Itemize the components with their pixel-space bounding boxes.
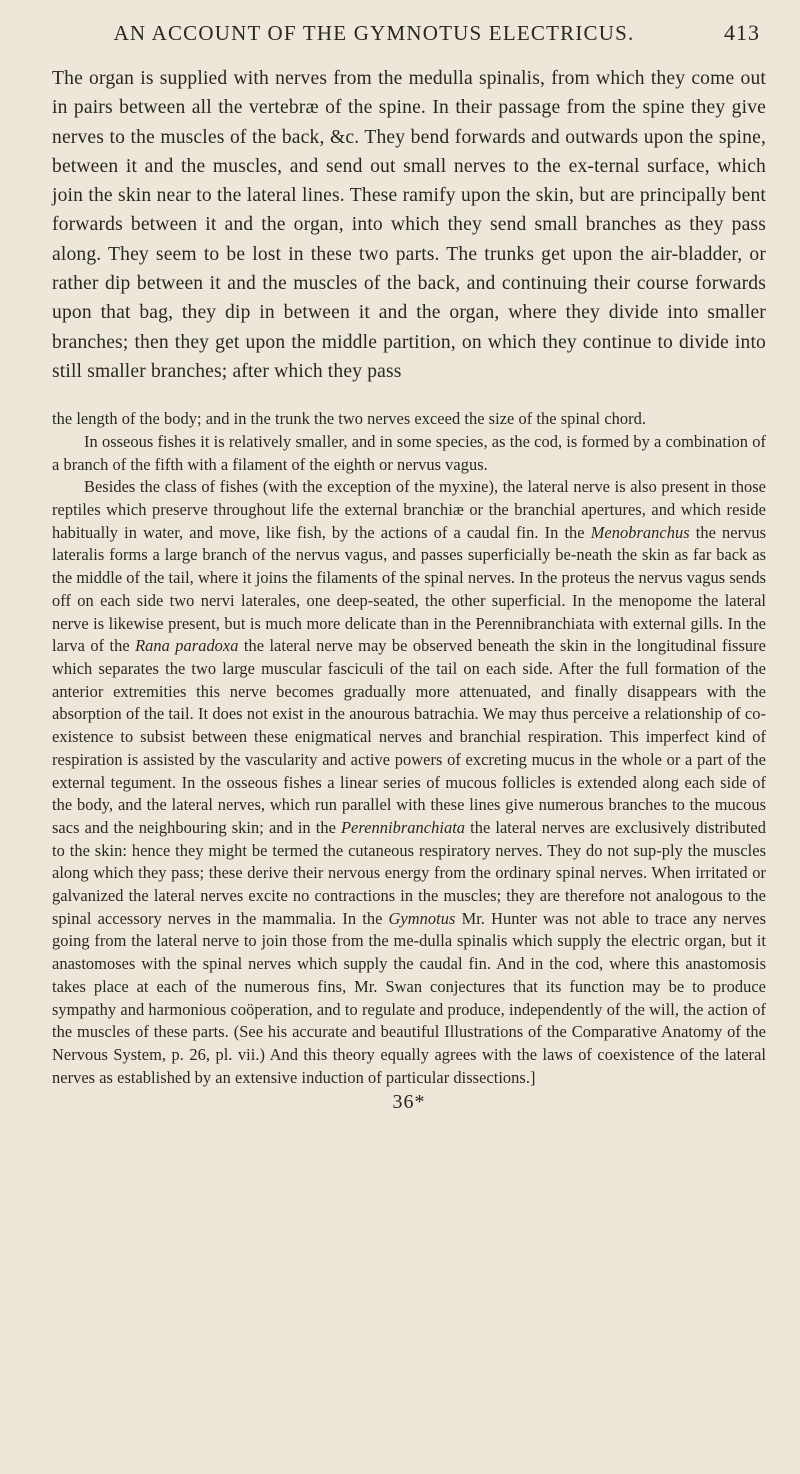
group-perennibranchiata: Perennibranchiata xyxy=(340,817,466,837)
main-paragraph: The organ is supplied with nerves from the medulla spinalis, from which they come out in pairs between all the vertebræ of the spine. In their passage from the spine they give nerves to the muscles of the back, &c. They bend forwards and outwards upon the spine, between it and the muscles, and send out small nerves to the ex-ternal surface, which join the skin near to the lateral lines. These ramify upon the skin, but are principally bent forwards between it and the organ, into which they send small branches as they pass along. They seem to be lost in these two parts. The trunks get upon the air-bladder, or rather dip between it and the muscles of the back, and continuing their course forwards upon that bag, they dip in between it and the organ, where they divide into smaller branches; then they get upon the middle partition, on which they continue to divide into still smaller branches; after which they pass xyxy=(52,68,766,382)
note-text-c: the nervus lateralis forms a large branch of the nervus vagus, and passes superficially be-neath the skin as far back as the middle of the tail, where it joins the filaments of the spinal nerves. In the proteus the nervus vagus sends off on each side two nervi laterales, one deep-seated, the other superficial. In the menopome the lateral nerve is likewise present, but is much more delicate than in the Perennibranchiata with external gills. In the larva of the xyxy=(52,522,766,656)
page-number: 413 xyxy=(724,20,760,45)
genus-menobranchus: Menobranchus xyxy=(590,522,690,542)
species-rana-paradoxa: Rana paradoxa xyxy=(135,636,239,656)
note-text-i: Mr. Hunter was not able to trace any nerves going from the lateral nerve to join those from the me-dulla spinalis which supply the electric organ, but it anastomoses with the spinal nerves which supply the caudal fin. And in the cod, where this anastomosis takes place at each of the numerous fins, Mr. Swan conjectures that its function may be to produce sympathy and harmonious coöperation, and to regulate and produce, independently of the will, the action of the muscles of these parts. (See his accurate and beautiful Illustrations of the Comparative Anatomy of the Nervous System, p. 26, pl. vii.) And this theory equally agrees with the laws of coexistence of the lateral nerves as established by an extensive induction of particular dissections.] xyxy=(52,908,766,1087)
note-paragraph-3 xyxy=(52,476,766,1089)
running-title: AN ACCOUNT OF THE GYMNOTUS ELECTRICUS. xyxy=(113,21,635,45)
signature-mark: 36* xyxy=(392,1091,426,1114)
note-paragraph-2: In osseous fishes it is relatively smaller, and in some species, as the cod, is formed by a combination of a branch of the fifth with a filament of the eighth or nervus vagus. xyxy=(52,431,766,474)
editor-note xyxy=(52,408,766,1089)
note-paragraph-1: the length of the body; and in the trunk the two nerves exceed the size of the spinal chord. xyxy=(52,409,647,429)
genus-gymnotus: Gymnotus xyxy=(388,908,456,928)
note-text-a: Besides the class of fishes (with the exception of the myxine), the lateral nerve is also present in those reptiles which preserve throughout life the external branchiæ or the branchial apertures, and which reside habitually in water, and move, like fish, by the actions of a caudal fin. In the xyxy=(52,477,766,542)
note-text-g: the lateral nerves are exclusively distributed to the skin: hence they might be termed the cutaneous respiratory nerves. They do not sup-ply the muscles along which they pass; these derive their nervous energy from the ordinary spinal nerves. When irritated or galvanized the lateral nerves excite no contractions in the muscles; they are therefore not analogous to the spinal accessory nerves in the mammalia. In the xyxy=(52,817,766,928)
main-text xyxy=(52,64,766,386)
note-text-e: the lateral nerve may be observed beneath the skin in the longitudinal fissure which separates the two large muscular fasciculi of the tail on each side. After the full formation of the anterior extremities this nerve becomes gradually more attenuated, and finally disappears with the absorption of the tail. It does not exist in the anourous batrachia. We may thus perceive a relationship of co-existence to subsist between these enigmatical nerves and branchial respiration. This imperfect kind of respiration is assisted by the vascularity and active powers of excreting mucus in the whole or a part of the external tegument. In the osseous fishes a linear series of mucous follicles is extended along each side of the body, and the lateral nerves, which run parallel with these lines give numerous branches to the mucous sacs and the neighbouring skin; and in the xyxy=(52,636,766,837)
running-head xyxy=(52,16,766,50)
